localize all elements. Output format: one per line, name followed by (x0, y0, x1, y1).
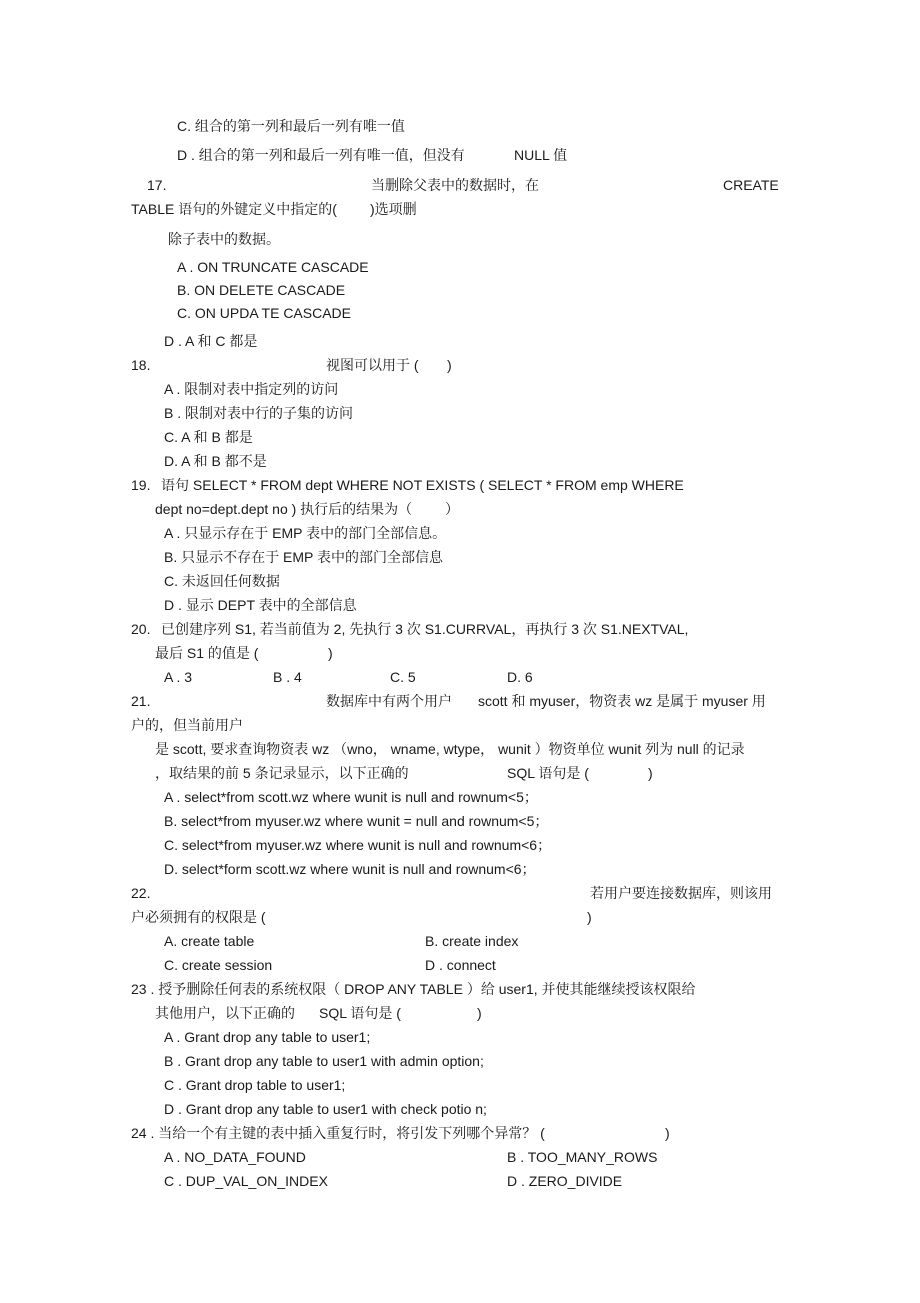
q20-stem-2: 最后 S1 的值是 ( (155, 645, 259, 661)
q17-stem-4: )选项删 (370, 201, 417, 217)
q20-option-c: C. 5 (390, 669, 416, 685)
q18-paren-close: ) (447, 357, 452, 373)
q20-stem-1: 已创建序列 S1, 若当前值为 2, 先执行 3 次 S1.CURRVAL，再执行 3 次 S1.NEXTVAL, (161, 621, 689, 637)
q23-option-c: C . Grant drop table to user1; (164, 1077, 346, 1093)
q17-option-c: C. ON UPDA TE CASCADE (177, 305, 352, 321)
q24-option-d: D . ZERO_DIVIDE (507, 1173, 623, 1189)
q20-paren-close: ) (328, 645, 333, 661)
q21-option-d: D. select*form scott.wz where wunit is null and rownum<6； (164, 861, 536, 877)
q17-number: 17. (147, 177, 167, 193)
q19-stem-1: 语句 SELECT * FROM dept WHERE NOT EXISTS ( SELECT * FROM emp WHERE (161, 477, 684, 493)
q21-stem-2: scott 和 myuser，物资表 wz 是属于 myuser 用 (478, 693, 766, 709)
q21-option-b: B. select*from myuser.wz where wunit = null and rownum<5； (164, 813, 549, 829)
q23-option-b: B . Grant drop any table to user1 with admin option; (164, 1053, 484, 1069)
q18-option-a: A . 限制对表中指定列的访问 (164, 381, 339, 397)
q17-stem-5: 除子表中的数据。 (168, 231, 280, 247)
q21-number: 21. (131, 693, 151, 709)
q22-stem-1: 若用户要连接数据库，则该用 (590, 885, 772, 901)
q17-stem-2: CREATE (723, 177, 779, 193)
q24-option-c: C . DUP_VAL_ON_INDEX (164, 1173, 328, 1189)
q23-stem-2: 其他用户，以下正确的 (155, 1005, 295, 1021)
q22-option-c: C. create session (164, 957, 273, 973)
q18-option-c: C. A 和 B 都是 (164, 429, 253, 445)
q23-stem-1: 23 . 授予删除任何表的系统权限（ DROP ANY TABLE ）给 user1, 并使其能继续授该权限给 (131, 981, 696, 997)
q20-option-b: B . 4 (273, 669, 302, 685)
q23-paren-close: ) (477, 1005, 482, 1021)
q16-option-d: D . 组合的第一列和最后一列有唯一值，但没有 (177, 147, 465, 163)
q21-stem-3: 户的，但当前用户 (131, 717, 243, 733)
q21-stem-1: 数据库中有两个用户 (326, 693, 452, 709)
q18-option-b: B . 限制对表中行的子集的访问 (164, 405, 354, 421)
q17-stem-1: 当删除父表中的数据时，在 (371, 177, 539, 193)
q18-option-d: D. A 和 B 都不是 (164, 453, 267, 469)
q23-option-a: A . Grant drop any table to user1; (164, 1029, 371, 1045)
q23-stem-3: SQL 语句是 ( (319, 1005, 401, 1021)
q18-number: 18. (131, 357, 151, 373)
q20-option-d: D. 6 (507, 669, 533, 685)
q21-option-a: A . select*from scott.wz where wunit is null and rownum<5； (164, 789, 538, 805)
q18-stem: 视图可以用于 ( (326, 357, 419, 373)
q22-number: 22. (131, 885, 151, 901)
q17-option-b: B. ON DELETE CASCADE (177, 282, 346, 298)
q19-option-c: C. 未返回任何数据 (164, 573, 280, 589)
q23-option-d: D . Grant drop any table to user1 with check potio n; (164, 1101, 487, 1117)
q21-stem-4: 是 scott, 要求查询物资表 wz （wno， wname, wtype， wunit ）物资单位 wunit 列为 null 的记录 (155, 741, 745, 757)
q21-option-c: C. select*from myuser.wz where wunit is null and rownum<6； (164, 837, 552, 853)
q22-option-d: D . connect (425, 957, 496, 973)
q21-paren-close: ) (648, 765, 653, 781)
q20-option-a: A . 3 (164, 669, 193, 685)
q19-number: 19. (131, 477, 151, 493)
q24-option-a: A . NO_DATA_FOUND (164, 1149, 306, 1165)
q22-stem-2: 户必须拥有的权限是 ( (131, 909, 266, 925)
q21-stem-6: SQL 语句是 ( (507, 765, 589, 781)
q19-paren-close: ） (445, 501, 459, 517)
q17-stem-3: TABLE 语句的外键定义中指定的( (131, 201, 337, 217)
q19-stem-2: dept no=dept.dept no ) 执行后的结果为（ (155, 501, 413, 517)
q19-option-a: A . 只显示存在于 EMP 表中的部门全部信息。 (164, 525, 447, 541)
q16-option-c: C. 组合的第一列和最后一列有唯一值 (177, 118, 405, 134)
q24-paren-close: ) (665, 1125, 670, 1141)
q16-option-d-tail: NULL 值 (514, 147, 568, 163)
q17-option-a: A . ON TRUNCATE CASCADE (177, 259, 369, 275)
q17-option-d: D . A 和 C 都是 (164, 333, 258, 349)
q24-option-b: B . TOO_MANY_ROWS (507, 1149, 658, 1165)
q22-option-b: B. create index (425, 933, 519, 949)
q19-option-d: D . 显示 DEPT 表中的全部信息 (164, 597, 357, 613)
q21-stem-5: ，取结果的前 5 条记录显示，以下正确的 (155, 765, 409, 781)
q22-option-a: A. create table (164, 933, 255, 949)
q22-paren-close: ) (587, 909, 592, 925)
q20-number: 20. (131, 621, 151, 637)
q19-option-b: B. 只显示不存在于 EMP 表中的部门全部信息 (164, 549, 443, 565)
q24-stem: 24 . 当给一个有主键的表中插入重复行时，将引发下列哪个异常？ ( (131, 1125, 545, 1141)
